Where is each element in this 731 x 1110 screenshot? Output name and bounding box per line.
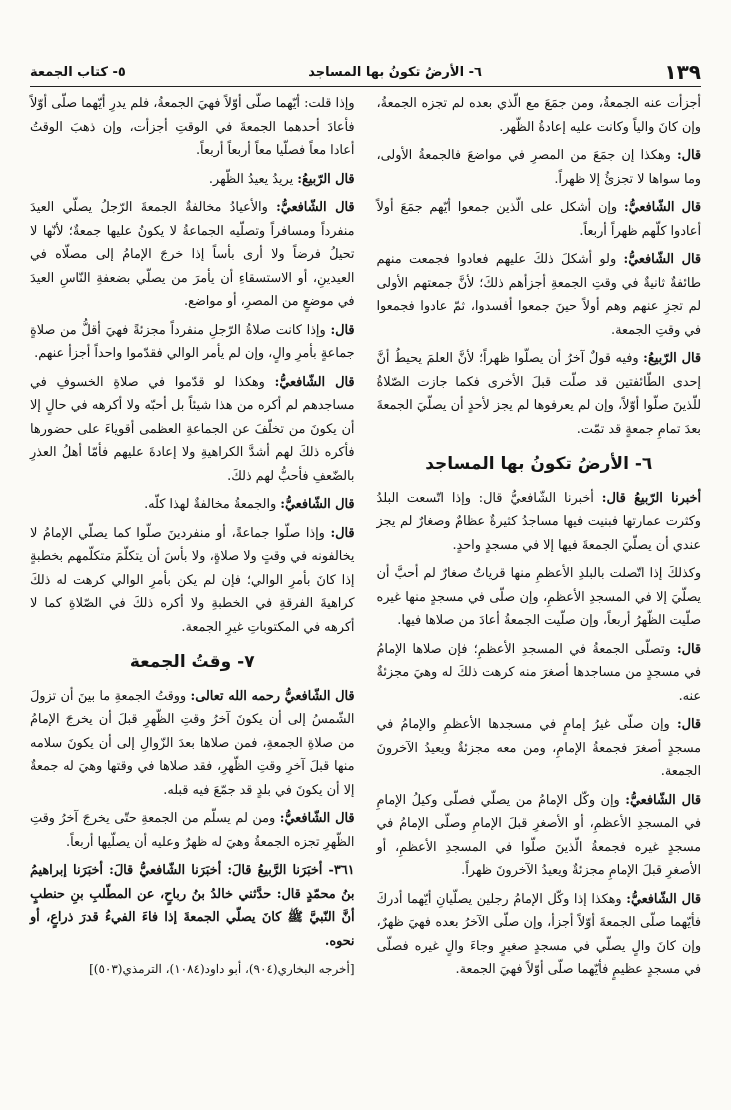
speaker-label: قال الرّبيعُ: [643,351,701,366]
left-column [30,92,355,1090]
paragraph-text: وإن أشكل على الّذين جمعوا أيّهم جمَعَ أولاً أعادوا كلّهم ظهراً أربعاً. [376,200,701,239]
paragraph [30,522,355,640]
speaker-label: قال الشّافعيُّ: [280,497,355,512]
paragraph [377,713,702,784]
paragraph-text: والجمعةُ مخالفةٌ لهذا كلّه. [144,497,281,512]
paragraph [377,638,702,709]
paragraph-text: أجزأت عنه الجمعةُ، ومن جمَعَ مع الّذي بعده لم تجزه الجمعةُ، وإن كانَ والياً وكانت عليه إعادةُ الظّهر. [376,96,701,135]
paragraph [377,789,702,883]
paragraph-text: وفيه قولٌ آخرُ أن يصلّوا ظهراً؛ لأنَّ العلمَ يحيطُ أنَّ إحدى الطّائفتين قد صلّت قبلَ الأخرى فكما جازت الصّلاةُ للّذينَ صلّوا أوّلاً، وإن لم يعرفوها لم يجز لأحدٍ أن يصلّيَ الجمعةَ بعدَ تمامِ جمعةٍ قد تمّت. [376,351,701,437]
paragraph [30,92,355,163]
paragraph [30,168,355,192]
speaker-label: قال الشّافعيُّ: [625,792,701,808]
speaker-label: قال الشّافعيُّ: [623,252,701,267]
book-title: ٥- كتاب الجمعة [30,64,126,80]
paragraph [377,144,702,191]
speaker-label: قال الشّافعيُّ: [623,200,701,215]
paragraph-text: وهكذا لو قدّموا في صلاةِ الخسوفِ في مساجدهم لم أكره من هذا شيئاً بل أحبّه ولا أكرهه في حالٍ إلا أن يكونَ من تخلّفَ عن الجماعةِ العظمى أقوياءَ على حضورها فأكره ذلكَ لهم أشدَّ الكراهيةِ ولا إعادةَ عليهم فأمّا أهلُ العذرِ بالضّعفِ فأحبُّ لهم ذلكَ. [30,374,355,484]
paragraph [377,562,702,633]
paragraph [30,807,355,854]
paragraph [30,319,355,366]
speaker-label: قال: [676,717,701,732]
paragraph-text: وإن صلّى غيرُ إمامٍ في مسجدها الأعظمِ والإمامُ في مسجدٍ أصغرَ فجمعةُ الإمامِ، ومن معه مجزئةٌ ويعيدُ الآخرونَ الجمعة. [376,717,701,779]
paragraph-text: وهكذا إذا وكّل الإمامُ رجلين يصلّيانِ أيّهما أدركَ فأيّهما صلّى الجمعةَ أوّلاً أجزأ، وإن صلّى الآخرُ بعده فهيَ ظهرٌ، وإن كانَ والٍ يصلّي في مسجدٍ صغيرٍ وجاءَ والٍ غيره فصلّى في مسجدٍ عظيمٍ فأيّهما صلّى أوّلاً فهيَ الجمعة. [376,891,701,977]
paragraph-text: [أخرجه البخاري(٩٠٤)، أبو داود(١٠٨٤)، الترمذي(٥٠٣)] [89,962,355,976]
page-header [30,58,701,87]
speaker-label: قال الشّافعيُّ: [276,200,355,215]
paragraph-text: وإذا قلت: أيّهما صلّى أوّلاً فهيَ الجمعةُ، فلم يدرِ أيّهما صلّى أوّلاً فأعادَ أحدهما الجمعةَ في الوقتِ أجزأت، وإن ذهبَ الوقتُ أعادا معاً فصلّيا معاً أربعاً أربعاً. [30,96,355,158]
paragraph [377,92,702,139]
paragraph-text: وإذا صلّوا جماعةً، أو منفردينَ صلّوا كما يصلّي الإمامُ لا يخالفونه في وقتٍ ولا صلاةٍ، ولا بأسَ أن يتكلّمَ متكلّمهم بخطبةٍ إذا كانَ بأمرِ الوالي؛ فإن لم يكن بأمرِ الوالي كرهت له ذلكَ كراهيةَ الفرقةِ في الخطبةِ ولا أكره ذلكَ في الصّلاةِ كما لا أكرهه في المكتوباتِ غيرِ الجمعة. [30,525,355,635]
paragraph [377,888,702,982]
paragraph [30,685,355,803]
speaker-label: قال الشّافعيُّ: [279,811,355,826]
speaker-label: قال: [676,148,701,163]
speaker-label: قال الشّافعيُّ رحمه الله تعالى: [190,688,355,704]
paragraph [377,196,702,243]
paragraph-text: أخبرنا الشّافعيُّ قال: وإذا اتّسعت البلدُ وكثرت عمارتها فبنيت فيها مساجدُ كثيرةٌ عظامٌ وصغارٌ لم يجز عندي أن يصلّيَ الجمعةَ فيها إلا في مسجدٍ واحدٍ. [376,490,701,553]
paragraph-text: وإن وكّل الإمامُ من يصلّي فصلّى وكيلُ الإمامِ في المسجدِ الأعظمِ، أو الأصغرِ قبلَ الإمامِ وصلّى الإمامُ في مسجدٍ غيره فجمعةُ الّذينَ صلّوا في المسجدِ الأعظمِ، أو الأصغرِ قبلَ الإمامِ مجزئةٌ ويعيدُ الآخرونَ ظهراً. [376,792,701,878]
paragraph-text: يريدُ يعيدُ الظّهر. [208,171,298,187]
speaker-label: قال الشّافعيُّ: [626,891,701,907]
hadith-reference [30,958,355,982]
paragraph-text: ووقتُ الجمعةِ ما بينَ أن تزولَ الشّمسُ إلى أن يكونَ آخرُ وقتِ الظّهرِ قبلَ أن يخرجَ الإمامُ من صلاةِ الجمعةِ، فمن صلاها بعدَ الزّوالِ إلى أن يكونَ سلامه منها قبلَ آخرِ وقتِ الظّهرِ، فقد صلاها في وقتها وهيَ له جمعةٌ إلا أن يكونَ في بلدٍ قد جمّعَ فيه قبله. [30,688,355,798]
paragraph [30,196,355,314]
paragraph [377,487,702,558]
speaker-label: قال الشّافعيُّ: [274,374,355,390]
speaker-label: أخبرنا الرّبيعُ قال: [601,490,701,506]
section-heading: ٧- وقتُ الجمعة [129,652,255,672]
paragraph-text: والأعيادُ مخالفةٌ الجمعةَ الرّجلُ يصلّي العيدَ منفرداً ومسافراً وتصلّيه الجماعةُ لا يكونُ عليها جمعةٌ؛ لأنّها لا تحيلُ فرضاً ولا أرى بأساً إذا خرجَ الإمامُ إلى مصلّاه في العيدينِ، أو الاستسقاءِ أن يأمرَ من يصلّي بضعفةِ النّاسِ العيدَ في موضعٍ من المصرِ، أو مواضع. [30,200,355,309]
right-column [377,92,702,1090]
paragraph [377,248,702,342]
paragraph [30,371,355,489]
paragraph-text: ولو أشكلَ ذلكَ عليهم فعادوا فجمعت منهم طائفةٌ ثانيةٌ في وقتِ الجمعةِ أجزأهم ذلكَ؛ لأنَّ جمعتهم الأولى لم تجزِ عنهم وهم أولاً حينَ جمعوا أفسدوا، ثمّ عادوا فجمعوا في وقتِ الجمعة. [376,252,701,338]
paragraph [30,493,355,517]
speaker-label: قال الرّبيعُ: [297,171,355,187]
page-number: ١٣٩ [664,60,701,84]
paragraph-text: وإذا كانت صلاةُ الرّجلِ منفرداً مجزئةً فهيَ أقلُّ من صلاةٍ جماعةٍ بأمرِ والٍ، وإن لم يأمر الوالي فقدّموا واحداً أجزأ عنهم. [30,322,355,361]
hadith-paragraph [30,859,355,953]
speaker-label: قال: [330,525,355,541]
section-heading: ٦- الأرضُ تكونُ بها المساجد [425,454,653,474]
paragraph [377,347,702,441]
paragraph-text: وهكذا إن جمَعَ من المصرِ في مواضعَ فالجمعةُ الأولى، وما سواها لا تجزئُ إلا ظهراً. [376,148,701,187]
speaker-label: قال: [330,322,355,338]
running-title: ٦- الأرضُ تكونُ بها المساجد [308,64,482,80]
speaker-label: قال: [676,641,701,657]
paragraph-text: ومن لم يسلّم من الجمعةِ حتّى يخرجَ آخرُ وقتِ الظّهرِ تجزه الجمعةُ وهيَ له ظهرٌ وعليه أن يصلّيها أربعاً. [30,811,355,850]
text-columns [30,92,701,1090]
paragraph-text: وتصلّى الجمعةُ في المسجدِ الأعظمِ؛ فإن صلاها الإمامُ في مسجدٍ من مساجدها أصغرَ منه كرهت ذلكَ له وهيَ مجزئةٌ عنه. [376,641,701,704]
paragraph-text: ٣٦١- أخبَرَنا الرَّبيعُ قالَ: أخبَرَنا الشّافعيُّ قالَ: أخبَرَنا إبراهيمُ بنُ محمّدٍ قال: حدَّثني خالدُ بنُ رباحٍ، عن المطّلبِ بنِ حنطبٍ أنَّ النّبيَّ ﷺ كانَ يصلّي الجمعةَ إذا فاءَ الفيءُ قدرَ ذراعٍ، أو نحوه. [30,863,355,949]
paragraph-text: وكذلكَ إذا اتّصلت بالبلدِ الأعظمِ منها قرياتٌ صغارٌ لم أحبَّ أن يصلّيَ إلا في المسجدِ الأعظمِ، وإن صلّى في مسجدٍ منها غيره صلّيت الظّهرُ أربعاً، وإن صلّيت الجمعةُ أعادَ من صلاها فيها. [376,566,701,628]
